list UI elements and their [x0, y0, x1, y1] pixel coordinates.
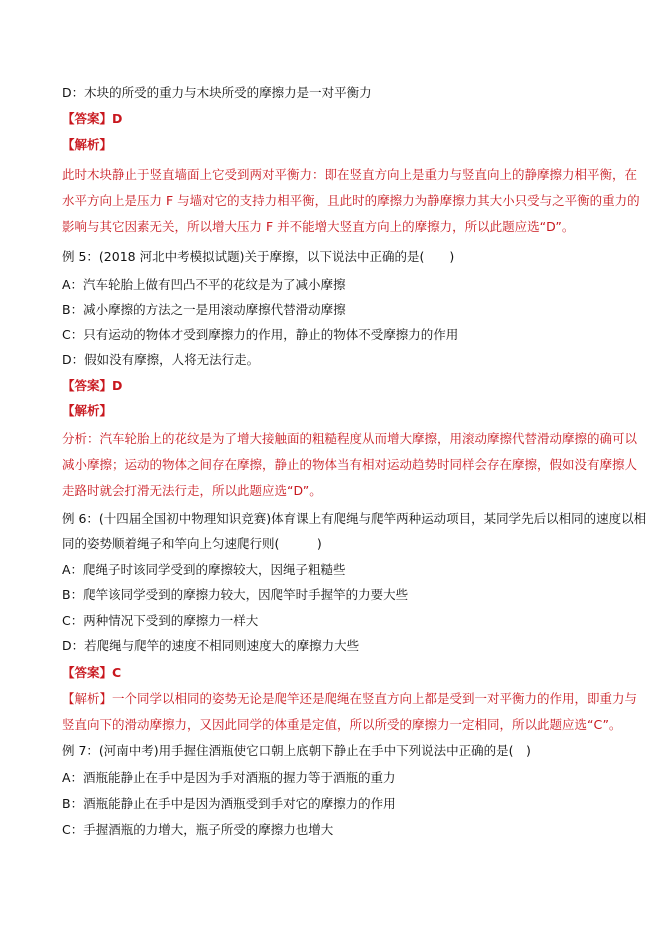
q1-option-d: D：木块的所受的重力与木块所受的摩擦力是一对平衡力 [62, 85, 372, 100]
example5-option-b: B：减小摩擦的方法之一是用滚动摩擦代替滑动摩擦 [62, 302, 346, 317]
example6-option-c: C：两种情况下受到的摩擦力一样大 [62, 613, 259, 628]
example5-analysis-label: 【解析】 [62, 403, 113, 418]
q1-analysis-label: 【解析】 [62, 137, 113, 152]
q1-analysis-line-3: 影响与其它因素无关，所以增大压力 F 并不能增大竖直方向上的摩擦力，所以此题应选“D”。 [62, 219, 575, 234]
example5-analysis-line-3: 走路时就会打滑无法行走，所以此题应选“D”。 [62, 483, 322, 498]
example6-option-b: B：爬竿该同学受到的摩擦力较大，因爬竿时手握竿的力要大些 [62, 587, 409, 602]
example6-analysis-line-1: 【解析】一个同学以相同的姿势无论是爬竿还是爬绳在竖直方向上都是受到一对平衡力的作用，即重力与 [62, 691, 638, 706]
example5-analysis-line-1: 分析：汽车轮胎上的花纹是为了增大接触面的粗糙程度从而增大摩擦，用滚动摩擦代替滑动摩擦的确可以 [62, 431, 638, 446]
example6-question-line-2: 同的姿势顺着绳子和竿向上匀速爬行则( ) [62, 536, 322, 551]
example5-option-a: A：汽车轮胎上做有凹凸不平的花纹是为了减小摩擦 [62, 277, 346, 292]
example5-question: 例 5：(2018 河北中考模拟试题)关于摩擦，以下说法中正确的是( ) [62, 249, 455, 264]
q1-answer: 【答案】D [62, 111, 123, 126]
example6-option-d: D：若爬绳与爬竿的速度不相同则速度大的摩擦力大些 [62, 638, 360, 653]
example5-answer: 【答案】D [62, 378, 123, 393]
q1-analysis-line-2: 水平方向上是压力 F 与墙对它的支持力相平衡，且此时的摩擦力为静摩擦力其大小只受与之平衡的重力的 [62, 193, 640, 208]
example5-analysis-line-2: 减小摩擦；运动的物体之间存在摩擦，静止的物体当有相对运动趋势时同样会存在摩擦，假如没有摩擦人 [62, 457, 638, 472]
example5-option-c: C：只有运动的物体才受到摩擦力的作用，静止的物体不受摩擦力的作用 [62, 327, 459, 342]
example7-option-a: A：酒瓶能静止在手中是因为手对酒瓶的握力等于酒瓶的重力 [62, 770, 396, 785]
example6-question-line-1: 例 6：(十四届全国初中物理知识竞赛)体育课上有爬绳与爬竿两种运动项目，某同学先后以相同的速度以相 [62, 511, 647, 526]
example7-question: 例 7：(河南中考)用手握住酒瓶使它口朝上底朝下静止在手中下列说法中正确的是( ) [62, 743, 531, 758]
example6-option-a: A：爬绳子时该同学受到的摩擦较大，因绳子粗糙些 [62, 562, 346, 577]
example7-option-b: B：酒瓶能静止在手中是因为酒瓶受到手对它的摩擦力的作用 [62, 796, 396, 811]
example5-option-d: D：假如没有摩擦，人将无法行走。 [62, 352, 260, 367]
example7-option-c: C：手握酒瓶的力增大，瓶子所受的摩擦力也增大 [62, 822, 334, 837]
example6-analysis-line-2: 竖直向下的滑动摩擦力，又因此同学的体重是定值，所以所受的摩擦力一定相同，所以此题应选“C”。 [62, 717, 622, 732]
q1-analysis-line-1: 此时木块静止于竖直墙面上它受到两对平衡力：即在竖直方向上是重力与竖直向上的静摩擦力相平衡，在 [62, 167, 638, 182]
example6-answer: 【答案】C [62, 665, 122, 680]
